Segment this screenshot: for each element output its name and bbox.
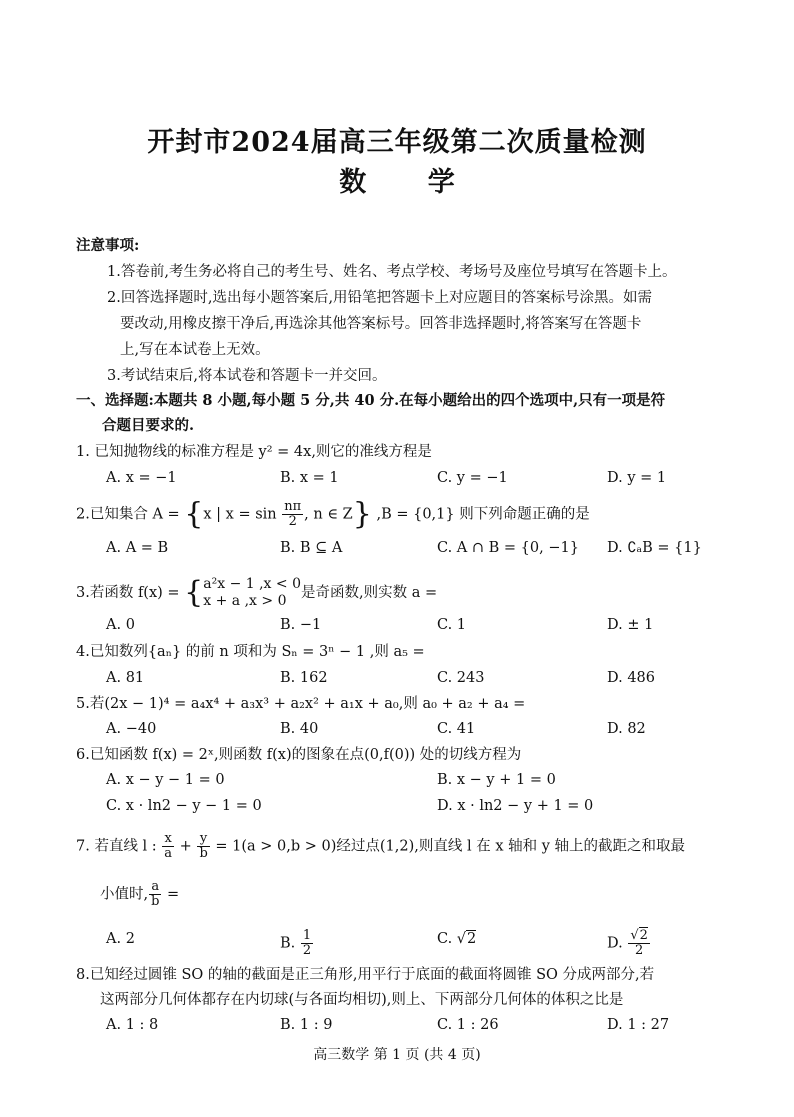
q7-frac1-den: a: [164, 846, 173, 861]
exam-title: 开封市2024届高三年级第二次质量检测: [147, 127, 647, 158]
q4-option-b: B. 162: [280, 670, 328, 686]
note-2-cont2: 上,写在本试卷上无效。: [120, 342, 270, 358]
notes-heading: 注意事项:: [76, 237, 140, 254]
q7-d-den: 2: [634, 943, 644, 958]
brace-close: }: [352, 496, 372, 532]
q2-option-d: D. ∁ₐB = {1}: [607, 540, 702, 556]
q2-option-c: C. A ∩ B = {0, −1}: [437, 540, 579, 556]
q3-stem-pre: 3.若函数 f(x) =: [76, 585, 185, 601]
q3-option-c: C. 1: [437, 617, 467, 633]
q3-stem: [76, 576, 437, 610]
q7-plus: +: [175, 838, 197, 855]
q5-option-b: B. 40: [280, 721, 319, 737]
q3-option-a: A. 0: [106, 617, 135, 633]
q3-option-b: B. −1: [280, 617, 322, 633]
q4-stem: 4.已知数列{aₙ} 的前 n 项和为 Sₙ = 3ⁿ − 1 ,则 a₅ =: [76, 644, 425, 660]
q3-stem-post: 是奇函数,则实数 a =: [301, 585, 438, 601]
q7-frac-y-b: [197, 832, 209, 861]
q2-set-right: , n ∈ Z: [304, 506, 353, 523]
q8-option-c: C. 1 : 26: [437, 1017, 499, 1033]
q7-stem-post: = 1(a > 0,b > 0)经过点(1,2),则直线 l 在 x 轴和 y 轴上的截距之和取最: [210, 838, 686, 855]
q5-option-c: C. 41: [437, 721, 476, 737]
q2-fraction: [282, 500, 303, 529]
section-1-heading-cont: 合题目要求的.: [102, 417, 195, 434]
q1-option-c: C. y = −1: [437, 470, 508, 486]
q6-option-d: D. x · ln2 − y + 1 = 0: [437, 798, 594, 814]
q7-line2-pre: 小值时,: [100, 886, 149, 903]
q7-frac2-num: y: [197, 832, 209, 847]
q7-option-d-label: D.: [607, 935, 628, 952]
q7-option-c-radicand: 2: [467, 931, 477, 947]
q7-option-a: A. 2: [106, 931, 135, 947]
q3-option-d: D. ± 1: [607, 617, 654, 633]
q3-piece-1: a²x − 1 ,x < 0: [203, 576, 301, 592]
q2-stem-post: ,B = {0,1} 则下列命题正确的是: [376, 506, 590, 523]
q7-frac1-num: x: [162, 832, 174, 847]
q2-option-b: B. B ⊆ A: [280, 540, 343, 556]
q2-frac-num: nπ: [284, 499, 302, 514]
q7-d-num: √2: [630, 928, 648, 943]
q7-option-b-label: B.: [280, 935, 300, 952]
note-3: 3.考试结束后,将本试卷和答题卡一并交回。: [107, 368, 387, 384]
q7-option-b-frac: [301, 929, 313, 958]
q3-piecewise: [203, 576, 301, 610]
q7-l2-num: a: [149, 880, 161, 895]
q7-b-num: 1: [302, 928, 312, 943]
q7-frac-x-a: [162, 832, 174, 861]
q4-option-c: C. 243: [437, 670, 485, 686]
piecewise-brace: {: [184, 575, 204, 610]
page-footer: 高三数学 第 1 页 (共 4 页): [313, 1047, 481, 1063]
q8-stem: 8.已知经过圆锥 SO 的轴的截面是正三角形,用平行于底面的截面将圆锥 SO 分成两部分,若: [76, 967, 655, 983]
q8-option-a: A. 1 : 8: [106, 1017, 159, 1033]
q5-stem: 5.若(2x − 1)⁴ = a₄x⁴ + a₃x³ + a₂x² + a₁x + a₀,则 a₀ + a₂ + a₄ =: [76, 696, 526, 712]
q2-option-a: A. A = B: [106, 540, 169, 556]
q7-d-radicand: 2: [639, 928, 648, 943]
section-1-heading: 一、选择题:本题共 8 小题,每小题 5 分,共 40 分.在每小题给出的四个选项中,只有一项是符: [76, 392, 666, 409]
q4-option-a: A. 81: [106, 670, 145, 686]
q7-frac-a-b: [149, 880, 161, 909]
q6-option-c: C. x · ln2 − y − 1 = 0: [106, 798, 262, 814]
q7-option-c-label: C.: [437, 931, 457, 947]
q7-stem-cont: [100, 880, 179, 909]
q5-option-a: A. −40: [106, 721, 157, 737]
q2-stem-pre: 2.已知集合 A =: [76, 506, 185, 523]
note-2-cont: 要改动,用橡皮擦干净后,再选涂其他答案标号。回答非选择题时,将答案写在答题卡: [120, 316, 642, 332]
q2-set-left: x | x = sin: [203, 506, 277, 523]
q6-option-b: B. x − y + 1 = 0: [437, 772, 556, 788]
q8-stem-cont: 这两部分几何体都存在内切球(与各面均相切),则上、下两部分几何体的体积之比是: [100, 992, 624, 1008]
q6-stem: 6.已知函数 f(x) = 2ˣ,则函数 f(x)的图象在点(0,f(0)) 处的切线方程为: [76, 747, 522, 763]
q7-option-b: [280, 929, 314, 958]
q7-b-den: 2: [302, 943, 312, 958]
q4-option-d: D. 486: [607, 670, 656, 686]
brace-open: {: [184, 496, 204, 532]
q7-stem: [76, 832, 685, 861]
q1-option-d: D. y = 1: [607, 470, 667, 486]
note-1: 1.答卷前,考生务必将自己的考生号、姓名、考点学校、考场号及座位号填写在答题卡上。: [107, 264, 677, 280]
q5-option-d: D. 82: [607, 721, 646, 737]
q7-l2-den: b: [151, 894, 160, 909]
q7-option-c: C. √2: [437, 931, 477, 947]
subject-title: 数 学: [339, 167, 481, 198]
note-2: 2.回答选择题时,选出每小题答案后,用铅笔把答题卡上对应题目的答案标号涂黑。如需: [107, 290, 653, 306]
q7-option-d: [607, 929, 651, 958]
q8-option-b: B. 1 : 9: [280, 1017, 333, 1033]
q7-line2-post: =: [162, 886, 180, 903]
q2-stem: [76, 496, 590, 532]
q1-option-b: B. x = 1: [280, 470, 339, 486]
q6-option-a: A. x − y − 1 = 0: [106, 772, 225, 788]
q8-option-d: D. 1 : 27: [607, 1017, 670, 1033]
q7-stem-pre: 7. 若直线 l :: [76, 838, 162, 855]
q1-option-a: A. x = −1: [106, 470, 177, 486]
q1-stem: 1. 已知抛物线的标准方程是 y² = 4x,则它的准线方程是: [76, 444, 432, 460]
q7-option-d-frac: [628, 929, 650, 958]
q3-piece-2: x + a ,x > 0: [203, 593, 287, 609]
q7-frac2-den: b: [199, 846, 208, 861]
q2-frac-den: 2: [288, 514, 297, 529]
